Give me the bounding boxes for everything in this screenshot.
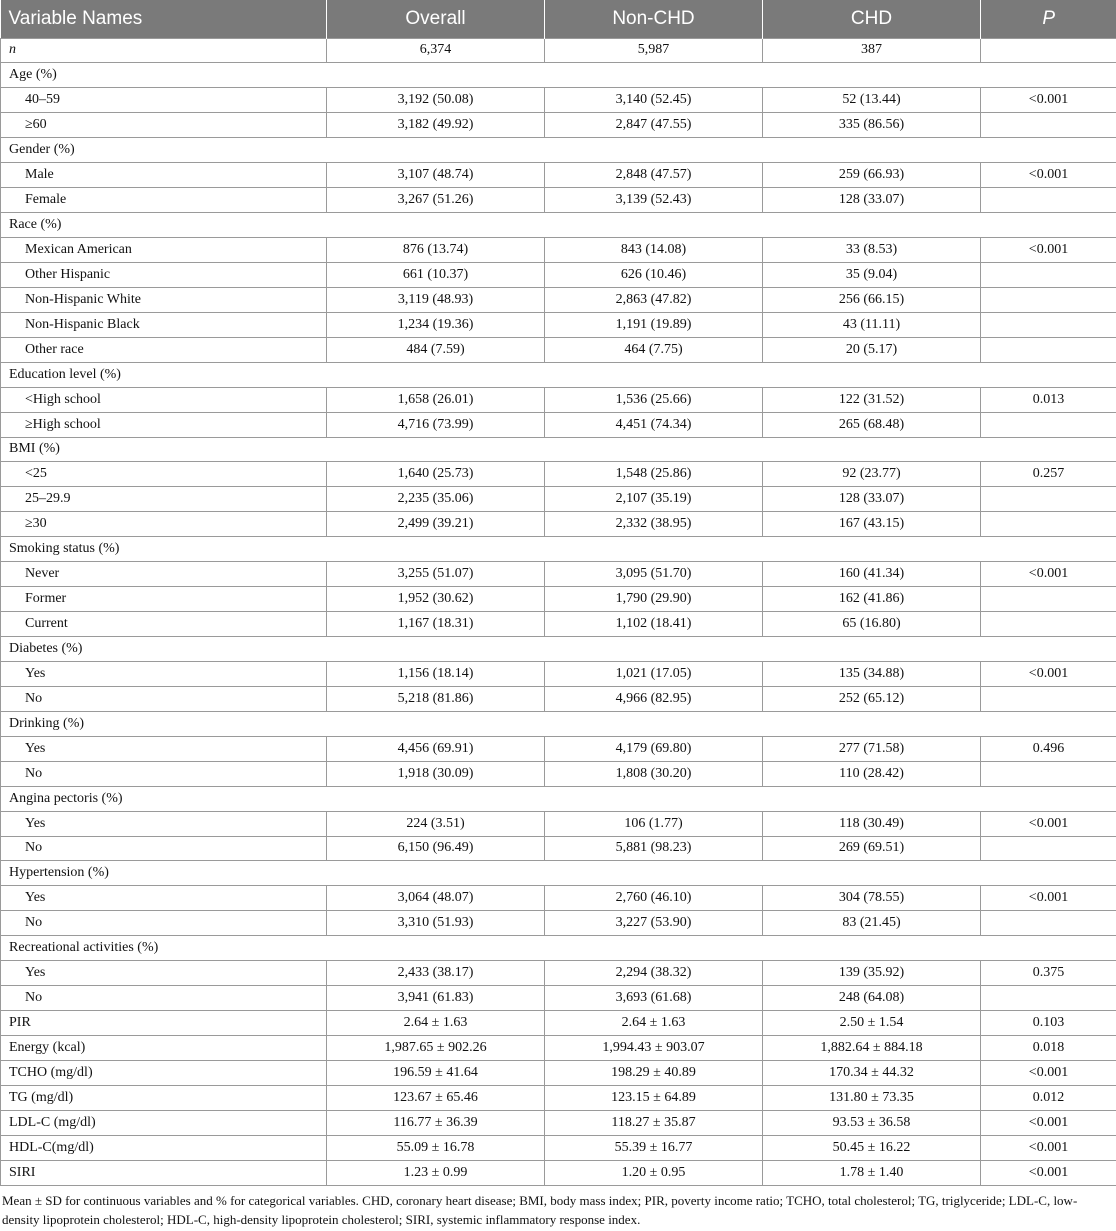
row-label: SIRI: [1, 1160, 327, 1185]
cell-p-value: [981, 312, 1116, 337]
table-row: [1, 686, 1116, 711]
table-row: [1, 238, 1116, 263]
category-label: Age (%): [1, 63, 1116, 88]
category-row: [1, 537, 1116, 562]
cell-chd: 269 (69.51): [763, 836, 981, 861]
cell-non-chd: 3,227 (53.90): [545, 911, 763, 936]
cell-overall: 3,107 (48.74): [327, 163, 545, 188]
cell-chd: 83 (21.45): [763, 911, 981, 936]
table-header: [1, 0, 1116, 38]
header-row: [1, 0, 1116, 38]
row-label: 40–59: [1, 88, 327, 113]
cell-p-value: <0.001: [981, 886, 1116, 911]
cell-chd: 43 (11.11): [763, 312, 981, 337]
cell-non-chd: 3,095 (51.70): [545, 562, 763, 587]
table-row: [1, 661, 1116, 686]
category-label: Drinking (%): [1, 711, 1116, 736]
cell-non-chd: 1,021 (17.05): [545, 661, 763, 686]
cell-overall: 3,119 (48.93): [327, 287, 545, 312]
table-row: [1, 337, 1116, 362]
cell-overall: 123.67 ± 65.46: [327, 1085, 545, 1110]
cell-chd: 93.53 ± 36.58: [763, 1110, 981, 1135]
cell-chd: 52 (13.44): [763, 88, 981, 113]
row-label: ≥30: [1, 512, 327, 537]
cell-chd: 170.34 ± 44.32: [763, 1060, 981, 1085]
category-label: BMI (%): [1, 437, 1116, 462]
table-row: [1, 961, 1116, 986]
cell-chd: 252 (65.12): [763, 686, 981, 711]
cell-non-chd: 2,760 (46.10): [545, 886, 763, 911]
table-row: [1, 312, 1116, 337]
cell-p-value: <0.001: [981, 1135, 1116, 1160]
table-row: [1, 811, 1116, 836]
table-row: [1, 412, 1116, 437]
row-label: Other Hispanic: [1, 262, 327, 287]
cell-non-chd: 1,808 (30.20): [545, 761, 763, 786]
cell-p-value: [981, 587, 1116, 612]
cell-overall: 4,456 (69.91): [327, 736, 545, 761]
cell-non-chd: 3,693 (61.68): [545, 986, 763, 1011]
cell-overall: 1,167 (18.31): [327, 612, 545, 637]
cell-overall: 661 (10.37): [327, 262, 545, 287]
cell-p-value: [981, 188, 1116, 213]
cell-chd: 160 (41.34): [763, 562, 981, 587]
cell-non-chd: 4,451 (74.34): [545, 412, 763, 437]
row-label: Yes: [1, 961, 327, 986]
cell-p-value: [981, 512, 1116, 537]
cell-chd: 110 (28.42): [763, 761, 981, 786]
cell-non-chd: 2,107 (35.19): [545, 487, 763, 512]
cell-chd: 387: [763, 38, 981, 63]
cell-overall: 1,156 (18.14): [327, 661, 545, 686]
cell-chd: 92 (23.77): [763, 462, 981, 487]
row-label: Male: [1, 163, 327, 188]
category-label: Smoking status (%): [1, 537, 1116, 562]
table-row: [1, 736, 1116, 761]
category-label: Angina pectoris (%): [1, 786, 1116, 811]
cell-non-chd: 626 (10.46): [545, 262, 763, 287]
row-label: Energy (kcal): [1, 1036, 327, 1061]
cell-chd: 50.45 ± 16.22: [763, 1135, 981, 1160]
cell-overall: 6,374: [327, 38, 545, 63]
row-label: Yes: [1, 886, 327, 911]
cell-non-chd: 2,847 (47.55): [545, 113, 763, 138]
row-label: Non-Hispanic White: [1, 287, 327, 312]
cell-overall: 1.23 ± 0.99: [327, 1160, 545, 1185]
header-p-value: P: [981, 0, 1116, 38]
header-chd: CHD: [763, 0, 981, 38]
cell-overall: 4,716 (73.99): [327, 412, 545, 437]
cell-chd: 2.50 ± 1.54: [763, 1011, 981, 1036]
table-row: [1, 612, 1116, 637]
table-row: [1, 462, 1116, 487]
cell-p-value: [981, 337, 1116, 362]
table-row: [1, 986, 1116, 1011]
cell-overall: 1,918 (30.09): [327, 761, 545, 786]
category-label: Gender (%): [1, 138, 1116, 163]
table-row: [1, 1011, 1116, 1036]
category-label: Education level (%): [1, 362, 1116, 387]
cell-chd: 259 (66.93): [763, 163, 981, 188]
cell-overall: 2,433 (38.17): [327, 961, 545, 986]
cell-overall: 3,310 (51.93): [327, 911, 545, 936]
cell-p-value: [981, 986, 1116, 1011]
row-label: No: [1, 911, 327, 936]
cell-non-chd: 1,191 (19.89): [545, 312, 763, 337]
cell-non-chd: 3,140 (52.45): [545, 88, 763, 113]
category-row: [1, 138, 1116, 163]
row-label: Other race: [1, 337, 327, 362]
category-label: Hypertension (%): [1, 861, 1116, 886]
cell-non-chd: 2,294 (38.32): [545, 961, 763, 986]
cell-non-chd: 106 (1.77): [545, 811, 763, 836]
table-row: [1, 38, 1116, 63]
table-row: [1, 886, 1116, 911]
cell-p-value: [981, 487, 1116, 512]
table-row: [1, 836, 1116, 861]
cell-p-value: [981, 612, 1116, 637]
row-label: Former: [1, 587, 327, 612]
table-row: [1, 587, 1116, 612]
cell-chd: 277 (71.58): [763, 736, 981, 761]
cell-overall: 2.64 ± 1.63: [327, 1011, 545, 1036]
cell-non-chd: 1,548 (25.86): [545, 462, 763, 487]
cell-non-chd: 118.27 ± 35.87: [545, 1110, 763, 1135]
table-row: [1, 761, 1116, 786]
cell-non-chd: 2,848 (47.57): [545, 163, 763, 188]
table-row: [1, 911, 1116, 936]
cell-non-chd: 4,179 (69.80): [545, 736, 763, 761]
category-row: [1, 362, 1116, 387]
cell-chd: 20 (5.17): [763, 337, 981, 362]
row-label: n: [1, 38, 327, 63]
cell-non-chd: 198.29 ± 40.89: [545, 1060, 763, 1085]
cell-non-chd: 123.15 ± 64.89: [545, 1085, 763, 1110]
row-label: Yes: [1, 736, 327, 761]
cell-chd: 256 (66.15): [763, 287, 981, 312]
table-row: [1, 1110, 1116, 1135]
cell-p-value: [981, 287, 1116, 312]
cell-overall: 196.59 ± 41.64: [327, 1060, 545, 1085]
cell-overall: 1,987.65 ± 902.26: [327, 1036, 545, 1061]
row-label: TCHO (mg/dl): [1, 1060, 327, 1085]
cell-chd: 135 (34.88): [763, 661, 981, 686]
cell-non-chd: 55.39 ± 16.77: [545, 1135, 763, 1160]
category-label: Race (%): [1, 213, 1116, 238]
cell-chd: 131.80 ± 73.35: [763, 1085, 981, 1110]
cell-p-value: <0.001: [981, 811, 1116, 836]
row-label: <High school: [1, 387, 327, 412]
row-label: No: [1, 986, 327, 1011]
category-label: Recreational activities (%): [1, 936, 1116, 961]
row-label: ≥High school: [1, 412, 327, 437]
cell-overall: 1,952 (30.62): [327, 587, 545, 612]
cell-overall: 876 (13.74): [327, 238, 545, 263]
table-row: [1, 163, 1116, 188]
cell-p-value: <0.001: [981, 1110, 1116, 1135]
cell-chd: 335 (86.56): [763, 113, 981, 138]
cell-p-value: [981, 412, 1116, 437]
cell-overall: 484 (7.59): [327, 337, 545, 362]
cell-non-chd: 1,536 (25.66): [545, 387, 763, 412]
cell-p-value: <0.001: [981, 562, 1116, 587]
table-row: [1, 262, 1116, 287]
cell-overall: 2,499 (39.21): [327, 512, 545, 537]
row-label: ≥60: [1, 113, 327, 138]
cell-overall: 2,235 (35.06): [327, 487, 545, 512]
cell-p-value: 0.257: [981, 462, 1116, 487]
cell-non-chd: 2,332 (38.95): [545, 512, 763, 537]
row-label: No: [1, 836, 327, 861]
table-row: [1, 562, 1116, 587]
cell-p-value: 0.103: [981, 1011, 1116, 1036]
cell-overall: 3,064 (48.07): [327, 886, 545, 911]
cell-chd: 167 (43.15): [763, 512, 981, 537]
cell-chd: 33 (8.53): [763, 238, 981, 263]
table-row: [1, 188, 1116, 213]
cell-chd: 35 (9.04): [763, 262, 981, 287]
cell-p-value: <0.001: [981, 88, 1116, 113]
cell-p-value: 0.496: [981, 736, 1116, 761]
cell-p-value: [981, 836, 1116, 861]
cell-chd: 122 (31.52): [763, 387, 981, 412]
cell-p-value: 0.018: [981, 1036, 1116, 1061]
row-label: No: [1, 686, 327, 711]
cell-non-chd: 843 (14.08): [545, 238, 763, 263]
cell-overall: 6,150 (96.49): [327, 836, 545, 861]
table-footnote: Mean ± SD for continuous variables and % for categorical variables. CHD, coronary heart disease; BMI, body mass index; PIR, poverty income ratio; TCHO, total cholesterol; TG, triglyceride; LDL-C, low-density lipoprotein cholesterol; HDL-C, high-density lipoprotein cholesterol; SIRI, systemic inflammatory response index.: [2, 1193, 1078, 1227]
category-row: [1, 711, 1116, 736]
cell-non-chd: 1.20 ± 0.95: [545, 1160, 763, 1185]
cell-chd: 139 (35.92): [763, 961, 981, 986]
cell-chd: 1.78 ± 1.40: [763, 1160, 981, 1185]
cell-non-chd: 464 (7.75): [545, 337, 763, 362]
row-label: No: [1, 761, 327, 786]
cell-overall: 3,267 (51.26): [327, 188, 545, 213]
header-non-chd: Non-CHD: [545, 0, 763, 38]
cell-p-value: 0.013: [981, 387, 1116, 412]
cell-overall: 55.09 ± 16.78: [327, 1135, 545, 1160]
cell-overall: 5,218 (81.86): [327, 686, 545, 711]
category-row: [1, 936, 1116, 961]
table-row: [1, 1085, 1116, 1110]
category-row: [1, 437, 1116, 462]
table-row: [1, 512, 1116, 537]
row-label: Female: [1, 188, 327, 213]
cell-overall: 3,941 (61.83): [327, 986, 545, 1011]
cell-non-chd: 2,863 (47.82): [545, 287, 763, 312]
cell-chd: 128 (33.07): [763, 188, 981, 213]
table-row: [1, 1036, 1116, 1061]
table-row: [1, 1060, 1116, 1085]
cell-overall: 3,255 (51.07): [327, 562, 545, 587]
cell-p-value: <0.001: [981, 1060, 1116, 1085]
cell-overall: 3,182 (49.92): [327, 113, 545, 138]
cell-non-chd: 1,790 (29.90): [545, 587, 763, 612]
category-row: [1, 786, 1116, 811]
table-row: [1, 113, 1116, 138]
row-label: PIR: [1, 1011, 327, 1036]
cell-non-chd: 5,881 (98.23): [545, 836, 763, 861]
cell-chd: 304 (78.55): [763, 886, 981, 911]
cell-chd: 265 (68.48): [763, 412, 981, 437]
category-row: [1, 63, 1116, 88]
header-overall: Overall: [327, 0, 545, 38]
row-label: Yes: [1, 661, 327, 686]
cell-p-value: 0.012: [981, 1085, 1116, 1110]
cell-overall: 224 (3.51): [327, 811, 545, 836]
cell-non-chd: 4,966 (82.95): [545, 686, 763, 711]
table-row: [1, 387, 1116, 412]
cell-overall: 116.77 ± 36.39: [327, 1110, 545, 1135]
cell-p-value: <0.001: [981, 1160, 1116, 1185]
cell-non-chd: 5,987: [545, 38, 763, 63]
cell-chd: 128 (33.07): [763, 487, 981, 512]
row-label: Mexican American: [1, 238, 327, 263]
cell-p-value: <0.001: [981, 661, 1116, 686]
table-row: [1, 88, 1116, 113]
cell-p-value: <0.001: [981, 163, 1116, 188]
table-row: [1, 487, 1116, 512]
cell-p-value: [981, 38, 1116, 63]
cell-overall: 1,234 (19.36): [327, 312, 545, 337]
table-row: [1, 287, 1116, 312]
row-label: <25: [1, 462, 327, 487]
cell-chd: 248 (64.08): [763, 986, 981, 1011]
cell-p-value: [981, 262, 1116, 287]
row-label: Yes: [1, 811, 327, 836]
cell-non-chd: 2.64 ± 1.63: [545, 1011, 763, 1036]
row-label: Non-Hispanic Black: [1, 312, 327, 337]
cell-p-value: [981, 911, 1116, 936]
row-label: HDL-C(mg/dl): [1, 1135, 327, 1160]
header-variable-names: Variable Names: [8, 7, 143, 29]
row-label: Never: [1, 562, 327, 587]
cell-overall: 1,640 (25.73): [327, 462, 545, 487]
category-label: Diabetes (%): [1, 637, 1116, 662]
cell-chd: 65 (16.80): [763, 612, 981, 637]
cell-chd: 1,882.64 ± 884.18: [763, 1036, 981, 1061]
cell-p-value: [981, 686, 1116, 711]
row-label: LDL-C (mg/dl): [1, 1110, 327, 1135]
row-label: 25–29.9: [1, 487, 327, 512]
cell-non-chd: 1,994.43 ± 903.07: [545, 1036, 763, 1061]
cell-overall: 1,658 (26.01): [327, 387, 545, 412]
row-label: Current: [1, 612, 327, 637]
category-row: [1, 213, 1116, 238]
row-label: TG (mg/dl): [1, 1085, 327, 1110]
category-row: [1, 861, 1116, 886]
table-row: [1, 1160, 1116, 1185]
cell-overall: 3,192 (50.08): [327, 88, 545, 113]
cell-non-chd: 3,139 (52.43): [545, 188, 763, 213]
category-row: [1, 637, 1116, 662]
cell-p-value: <0.001: [981, 238, 1116, 263]
cell-p-value: [981, 113, 1116, 138]
cell-p-value: 0.375: [981, 961, 1116, 986]
cell-non-chd: 1,102 (18.41): [545, 612, 763, 637]
cell-chd: 162 (41.86): [763, 587, 981, 612]
table-row: [1, 1135, 1116, 1160]
cell-p-value: [981, 761, 1116, 786]
table-body: [1, 38, 1116, 1185]
cell-chd: 118 (30.49): [763, 811, 981, 836]
